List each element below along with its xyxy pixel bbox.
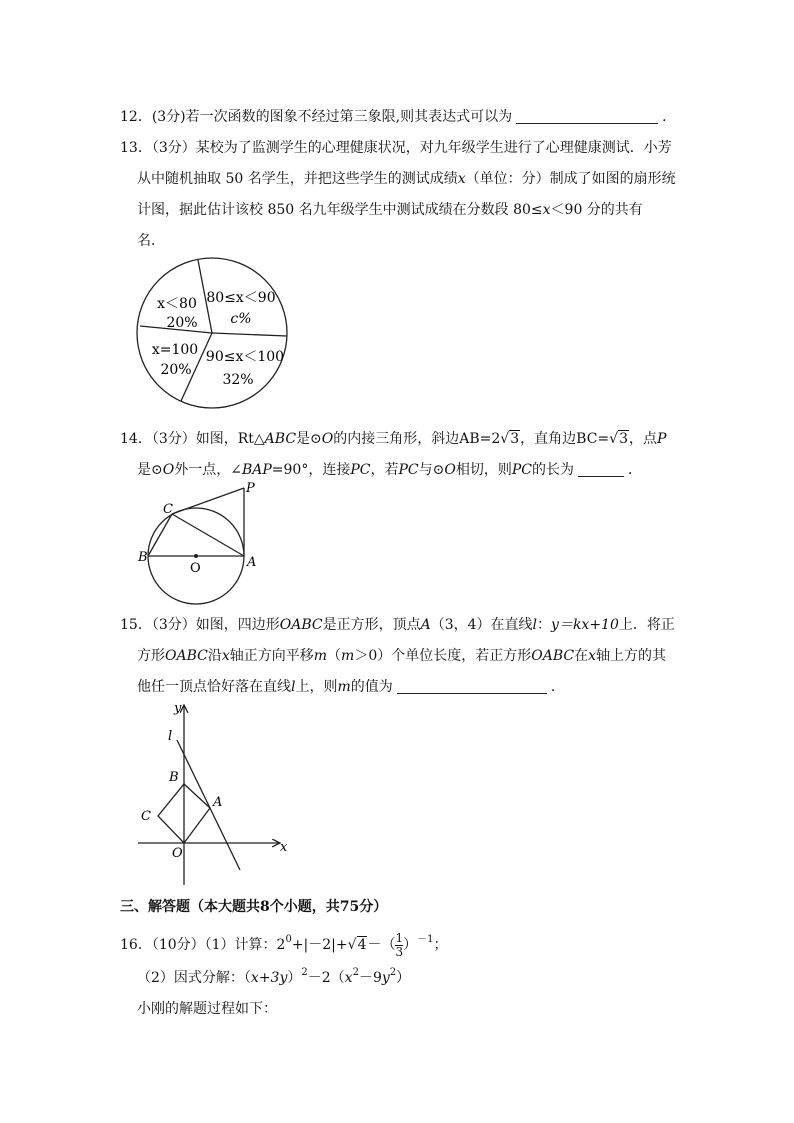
q14-label-c: C bbox=[163, 502, 173, 517]
q15-label-o: O bbox=[172, 846, 183, 861]
q16-t2b: x+3y bbox=[250, 970, 288, 986]
q14-t1e: ，点 bbox=[628, 431, 657, 447]
q16-t2f: －9 bbox=[358, 970, 382, 986]
q15-t3a: 他任一顶点恰好落在直线 bbox=[137, 679, 291, 695]
q15-t3b: 上，则 bbox=[295, 679, 338, 695]
q15-x2: x bbox=[588, 648, 597, 664]
q14-t2b: 外一点，∠ bbox=[174, 462, 242, 478]
q13-text-3a: 计图，据此估计该校 850 名九年级学生中测试成绩在分数段 80≤ bbox=[137, 202, 543, 218]
q16-part1: 16．（10分）（1）计算：$2^0+|-2|+√4-$（ $\frac{1}{3}$ ）$^{-1}$； bbox=[120, 930, 448, 959]
q15-t1a: 15．（3分）如图，四边形 bbox=[120, 617, 280, 633]
q16-frac-den: 3 bbox=[395, 944, 404, 959]
q16-sqrt4: 4 bbox=[357, 937, 367, 953]
q14-t2e: 与⊙ bbox=[418, 462, 445, 478]
section-3-heading: 三、解答题（本大题共8个小题，共75分） bbox=[120, 899, 388, 915]
q14-pc2: PC bbox=[398, 462, 419, 478]
q13-text-2a: 从中随机抽取 50 名学生，并把这些学生的测试成绩 bbox=[137, 171, 458, 187]
q15-l: l bbox=[532, 617, 538, 633]
q14-label-b: B bbox=[138, 550, 148, 565]
q15-t2a: 方形 bbox=[137, 648, 165, 664]
q15-label-c: C bbox=[141, 809, 151, 824]
q16-t2e: x bbox=[344, 970, 353, 986]
q14-o2: O bbox=[162, 462, 175, 478]
q12-period: . bbox=[662, 109, 667, 125]
q14-t2c: =90°，连接 bbox=[271, 462, 351, 478]
q14-t2f: 相切，则 bbox=[455, 462, 512, 478]
q16-t1b: +|－2|+ bbox=[291, 937, 348, 953]
q14-bap: BAP bbox=[241, 462, 272, 478]
q16-exp2: 2 bbox=[352, 967, 359, 978]
q16-part2 bbox=[137, 967, 410, 987]
q15-label-b: B bbox=[169, 770, 179, 785]
q15-label-l: l bbox=[168, 729, 173, 744]
pie-s1-label: x＜80 bbox=[157, 296, 197, 312]
q15-a: A bbox=[420, 617, 431, 633]
q15-t2b: 沿 bbox=[207, 648, 222, 664]
q15-m3: m bbox=[337, 679, 351, 695]
q14-t2a: 是⊙ bbox=[137, 462, 163, 478]
q13-text-3b: ＜90 分的共有 bbox=[550, 202, 643, 218]
q14-t1c: 的内接三角形，斜边AB=2 bbox=[333, 431, 501, 447]
q14-t1d: ，直角边BC= bbox=[520, 431, 610, 447]
q15-t1d: ： bbox=[537, 617, 552, 633]
q16-exp3: 2 bbox=[389, 967, 397, 978]
q15-x: x bbox=[221, 648, 230, 664]
q14-sqrt-2: 3 bbox=[619, 431, 628, 447]
q15-label-y: y bbox=[174, 701, 182, 716]
q14-abc: ABC bbox=[264, 431, 297, 447]
q16-exp0: 0 bbox=[285, 934, 292, 945]
q15-label-x: x bbox=[280, 840, 288, 855]
q16-t2h: ） bbox=[396, 970, 411, 986]
q15-oabc3: OABC bbox=[531, 648, 575, 664]
q15-t2g: 轴上方的其 bbox=[596, 648, 667, 664]
q14-o: O bbox=[321, 431, 334, 447]
q13-text-1: 13．（3分）某校为了监测学生的心理健康状况，对九年级学生进行了心理健康测试．小芳 bbox=[120, 140, 672, 156]
q14-pc3: PC bbox=[511, 462, 532, 478]
q16-exp1: 2 bbox=[301, 967, 308, 978]
q15-m: m bbox=[313, 648, 328, 664]
q16-t1c: －（ bbox=[367, 937, 396, 953]
q15-t3c: 的值为 bbox=[350, 679, 393, 695]
q14-o3: O bbox=[444, 462, 456, 478]
pie-s3-label: x=100 bbox=[151, 342, 199, 358]
q13-var-x2: x bbox=[542, 202, 551, 218]
q15-t2e: ＞0）个单位长度，若正方形 bbox=[354, 648, 532, 664]
q16-t1e: ； bbox=[433, 937, 448, 953]
pie-s1-pct: 20% bbox=[166, 315, 198, 331]
q15-equation: y＝kx+10 bbox=[551, 617, 619, 633]
q14-p: P bbox=[656, 431, 667, 447]
q15-t1e: 上．将正 bbox=[618, 617, 675, 633]
q14-t1b: 是⊙ bbox=[296, 431, 322, 447]
q15-l2: l bbox=[291, 679, 296, 695]
pie-s4-pct: 32% bbox=[222, 372, 254, 388]
q12-text: 12．(3分)若一次函数的图象不经过第三象限,则其表达式可以为 bbox=[120, 109, 513, 125]
pie-s3-pct: 20% bbox=[160, 362, 192, 378]
q16-part3 bbox=[137, 998, 277, 1018]
q14-pc: PC bbox=[350, 462, 371, 478]
q14-t2d: ，若 bbox=[370, 462, 399, 478]
q13-text-2b: （单位：分）制成了如图的扇形统 bbox=[465, 171, 676, 187]
q14-t2g: 的长为 bbox=[531, 462, 574, 478]
q14-label-o: O bbox=[190, 561, 201, 576]
pie-s2-label: 80≤x＜90 bbox=[206, 290, 276, 306]
q16-t1a: 16．（10分）（1）计算：2 bbox=[120, 937, 286, 953]
q15-t2d: （ bbox=[327, 648, 342, 664]
q13-text-4: 名． bbox=[137, 233, 165, 249]
q16-exp-neg1: －1 bbox=[417, 934, 434, 945]
q16-t2a: （2）因式分解：（ bbox=[137, 970, 251, 986]
pie-s2-pct: c% bbox=[230, 311, 252, 327]
q15-period: . bbox=[550, 679, 556, 695]
q15-label-a: A bbox=[213, 795, 223, 810]
q15-line-l bbox=[177, 740, 240, 870]
q14-label-a: A bbox=[247, 555, 257, 570]
pie-s4-label: 90≤x＜100 bbox=[205, 349, 285, 365]
q15-t1c: （3，4）在直线 bbox=[430, 617, 533, 633]
q16-frac-num: 1 bbox=[395, 930, 404, 945]
q15-oabc: OABC bbox=[279, 617, 323, 633]
q14-sqrt-1: 3 bbox=[510, 431, 520, 447]
q14-t1a: 14．（3分）如图，Rt△ bbox=[120, 431, 265, 447]
q15-t2c: 轴正方向平移 bbox=[229, 648, 314, 664]
q16-t2c: ） bbox=[287, 970, 302, 986]
q16-t1d: ） bbox=[403, 937, 418, 953]
q15-t1b: 是正方形，顶点 bbox=[322, 617, 421, 633]
q16-fraction bbox=[395, 932, 403, 959]
q15-m2: m bbox=[341, 648, 355, 664]
q16-t2g: y bbox=[381, 970, 390, 986]
q16-t3: 小刚的解题过程如下： bbox=[137, 1001, 277, 1017]
q13-var-x: x bbox=[457, 171, 466, 187]
q16-t2d: －2（ bbox=[307, 970, 345, 986]
q15-oabc2: OABC bbox=[165, 648, 208, 664]
q14-period: ． bbox=[627, 462, 642, 478]
q15-t2f: 在 bbox=[574, 648, 589, 664]
q14-line-1: 14．（3分）如图，Rt△ABC是⊙O的内接三角形，斜边AB=2√3，直角边BC=√3，点P bbox=[120, 431, 667, 447]
q14-label-p: P bbox=[246, 481, 255, 496]
